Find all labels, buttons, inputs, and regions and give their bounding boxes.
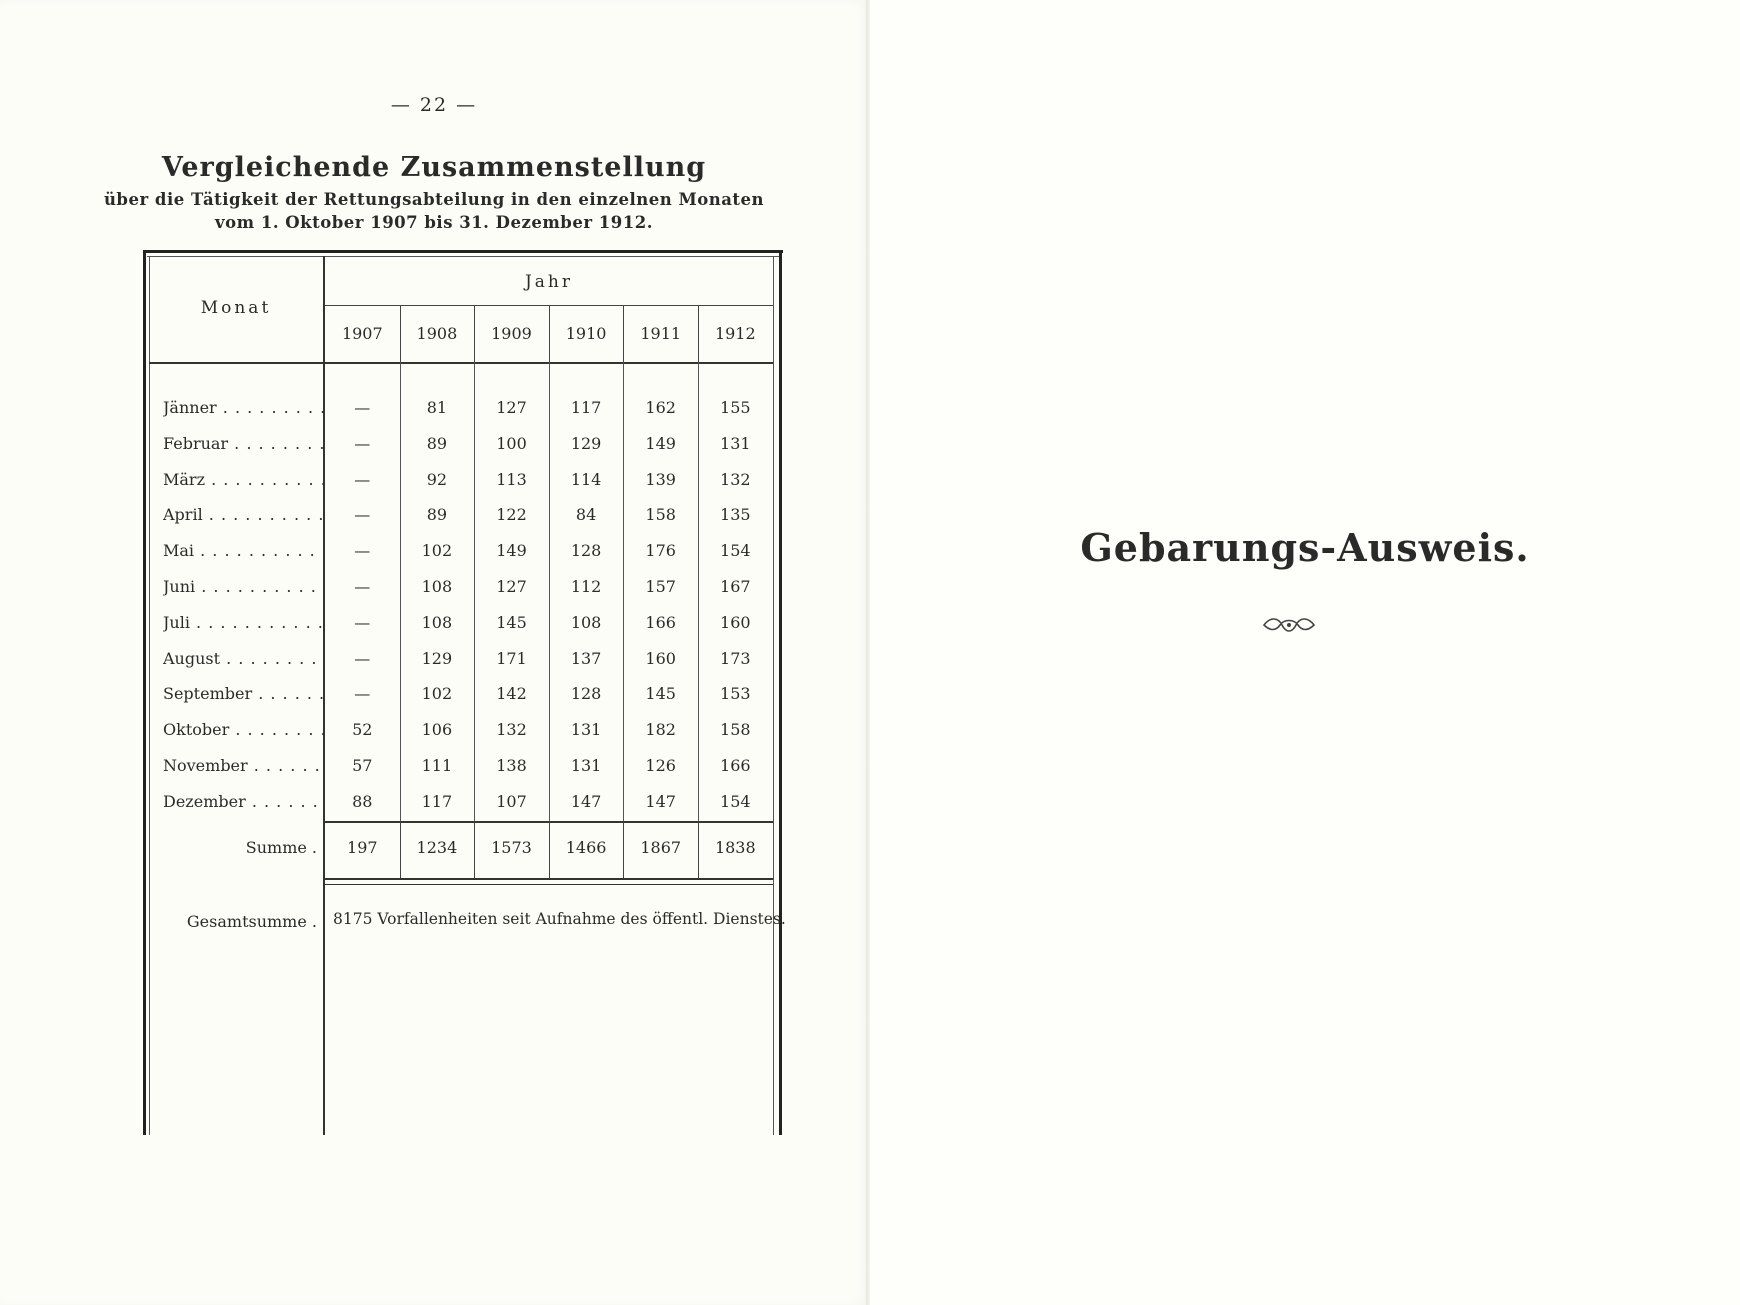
table-cell: 131 bbox=[720, 433, 751, 453]
month-label: Dezember . . . bbox=[163, 792, 323, 811]
month-label: Februar . . . bbox=[163, 434, 323, 453]
table-cell: 131 bbox=[570, 720, 602, 740]
sum-cell: 1234 bbox=[416, 838, 458, 857]
year-header: Jahr bbox=[524, 272, 574, 292]
month-label: Oktober . . . bbox=[163, 720, 323, 739]
table-cell: 126 bbox=[645, 756, 676, 775]
table-cell: 122 bbox=[496, 505, 527, 525]
table-cell: — bbox=[354, 612, 371, 632]
page-title: Vergleichende Zusammenstellung bbox=[161, 152, 707, 183]
sum-cell: 1867 bbox=[640, 838, 682, 857]
table-cell: 160 bbox=[645, 648, 676, 668]
table-cell: — bbox=[354, 648, 371, 668]
table-cell: 132 bbox=[720, 469, 751, 489]
month-label: März . . . bbox=[163, 470, 323, 489]
table-cell: 167 bbox=[720, 577, 751, 596]
month-label: Juni . . . bbox=[163, 577, 323, 596]
table-cell: 137 bbox=[570, 648, 602, 668]
table-cell: 176 bbox=[645, 541, 676, 561]
table-cell: 128 bbox=[570, 541, 602, 561]
header-bottom-rule bbox=[149, 362, 773, 364]
month-label: Jänner . . . bbox=[163, 398, 323, 417]
month-label: September . . . bbox=[163, 684, 323, 703]
table-cell: 160 bbox=[720, 612, 751, 632]
table-cell: 153 bbox=[720, 684, 751, 704]
sum-cell: 1838 bbox=[714, 838, 756, 857]
table-cell: 88 bbox=[352, 791, 373, 811]
table-cell: 129 bbox=[421, 648, 453, 668]
table-cell: 135 bbox=[720, 505, 751, 525]
table-cell: 147 bbox=[645, 791, 676, 811]
table-cell: 117 bbox=[421, 791, 453, 811]
table-cell: — bbox=[354, 541, 371, 561]
table-cell: 128 bbox=[570, 684, 602, 704]
table-cell: 154 bbox=[720, 791, 751, 811]
table-cell: — bbox=[354, 577, 371, 596]
table-cell: 145 bbox=[496, 612, 527, 632]
table-cell: 129 bbox=[570, 433, 602, 453]
table-cell: — bbox=[354, 398, 371, 417]
table-top-rule-inner bbox=[147, 256, 779, 257]
table-cell: 142 bbox=[496, 684, 527, 704]
table-cell: 158 bbox=[645, 505, 676, 525]
table-right-rule bbox=[779, 250, 782, 1135]
sum-bottom-rule-2 bbox=[325, 884, 773, 885]
sum-cell: 1466 bbox=[565, 838, 607, 857]
statistics-table bbox=[143, 250, 786, 1135]
page-number: — 22 — bbox=[390, 94, 478, 116]
table-cell: 108 bbox=[421, 612, 453, 632]
table-cell: 112 bbox=[570, 577, 602, 596]
table-cell: 127 bbox=[496, 398, 527, 417]
table-cell: 57 bbox=[352, 756, 373, 775]
year-header-cell: 1912 bbox=[714, 324, 756, 343]
table-right-rule-inner bbox=[773, 256, 774, 1135]
table-left-rule bbox=[143, 250, 146, 1135]
table-cell: 162 bbox=[645, 398, 676, 417]
table-cell: 166 bbox=[720, 756, 751, 775]
table-cell: 89 bbox=[426, 505, 448, 525]
table-cell: 131 bbox=[570, 756, 602, 775]
total-text: 8175 Vorfallenheiten seit Aufnahme des öffentl. Dienstes. bbox=[333, 910, 786, 928]
table-cell: 147 bbox=[570, 791, 602, 811]
table-cell: 139 bbox=[645, 469, 676, 489]
table-cell: 132 bbox=[496, 720, 527, 740]
table-cell: 154 bbox=[720, 541, 751, 561]
table-cell: — bbox=[354, 684, 371, 704]
table-cell: 102 bbox=[421, 541, 453, 561]
table-cell: 81 bbox=[426, 398, 448, 417]
table-cell: 166 bbox=[645, 612, 676, 632]
right-page bbox=[870, 0, 1740, 1305]
month-header: Monat bbox=[200, 298, 272, 318]
table-cell: 149 bbox=[496, 541, 527, 561]
table-cell: 92 bbox=[426, 469, 448, 489]
table-top-rule bbox=[143, 250, 783, 253]
table-cell: 111 bbox=[421, 756, 453, 775]
table-cell: 149 bbox=[645, 433, 676, 453]
table-cell: 182 bbox=[645, 720, 676, 740]
table-cell: 145 bbox=[645, 684, 676, 704]
month-label: Mai . . . bbox=[163, 541, 323, 560]
section-title: Gebarungs-Ausweis. bbox=[1080, 525, 1530, 570]
subtitle-line-2: vom 1. Oktober 1907 bis 31. Dezember 1912. bbox=[215, 213, 653, 232]
table-cell: — bbox=[354, 433, 371, 453]
table-cell: 138 bbox=[496, 756, 527, 775]
table-cell: 100 bbox=[496, 433, 527, 453]
table-cell: 114 bbox=[570, 469, 602, 489]
table-cell: 108 bbox=[421, 577, 453, 596]
table-cell: 173 bbox=[720, 648, 751, 668]
year-header-cell: 1908 bbox=[416, 324, 458, 343]
table-cell: 102 bbox=[421, 684, 453, 704]
table-cell: 171 bbox=[496, 648, 527, 668]
table-cell: 155 bbox=[720, 398, 751, 417]
month-label: November . . . bbox=[163, 756, 323, 775]
table-cell: 52 bbox=[352, 720, 373, 740]
table-cell: 106 bbox=[421, 720, 453, 740]
month-label: August . . . bbox=[163, 649, 323, 668]
ornament-icon bbox=[1262, 615, 1316, 635]
table-cell: — bbox=[354, 469, 371, 489]
year-header-cell: 1911 bbox=[640, 324, 682, 343]
table-cell: 157 bbox=[645, 577, 676, 596]
month-label: Juli . . . bbox=[163, 613, 323, 632]
total-label: Gesamtsumme . bbox=[186, 912, 317, 931]
sum-cell: 197 bbox=[347, 838, 378, 857]
table-cell: 117 bbox=[570, 398, 602, 417]
table-cell: 127 bbox=[496, 577, 527, 596]
table-cell: — bbox=[354, 505, 371, 525]
table-cell: 158 bbox=[720, 720, 751, 740]
page-subtitle bbox=[0, 188, 868, 234]
table-cell: 89 bbox=[426, 433, 448, 453]
year-header-cell: 1909 bbox=[491, 324, 532, 343]
sum-cell: 1573 bbox=[491, 838, 532, 857]
left-page bbox=[0, 0, 869, 1305]
table-cell: 107 bbox=[496, 791, 527, 811]
table-cell: 113 bbox=[496, 469, 527, 489]
year-header-cell: 1910 bbox=[565, 324, 607, 343]
table-cell: 84 bbox=[575, 505, 597, 525]
month-label: April . . . bbox=[163, 505, 323, 524]
year-header-cell: 1907 bbox=[341, 324, 383, 343]
sum-label: Summe . bbox=[245, 838, 317, 857]
table-cell: 108 bbox=[570, 612, 602, 632]
subtitle-line-1: über die Tätigkeit der Rettungsabteilung in den einzelnen Monaten bbox=[103, 190, 765, 209]
table-left-rule-inner bbox=[149, 256, 150, 1135]
sum-bottom-rule-1 bbox=[325, 878, 773, 880]
